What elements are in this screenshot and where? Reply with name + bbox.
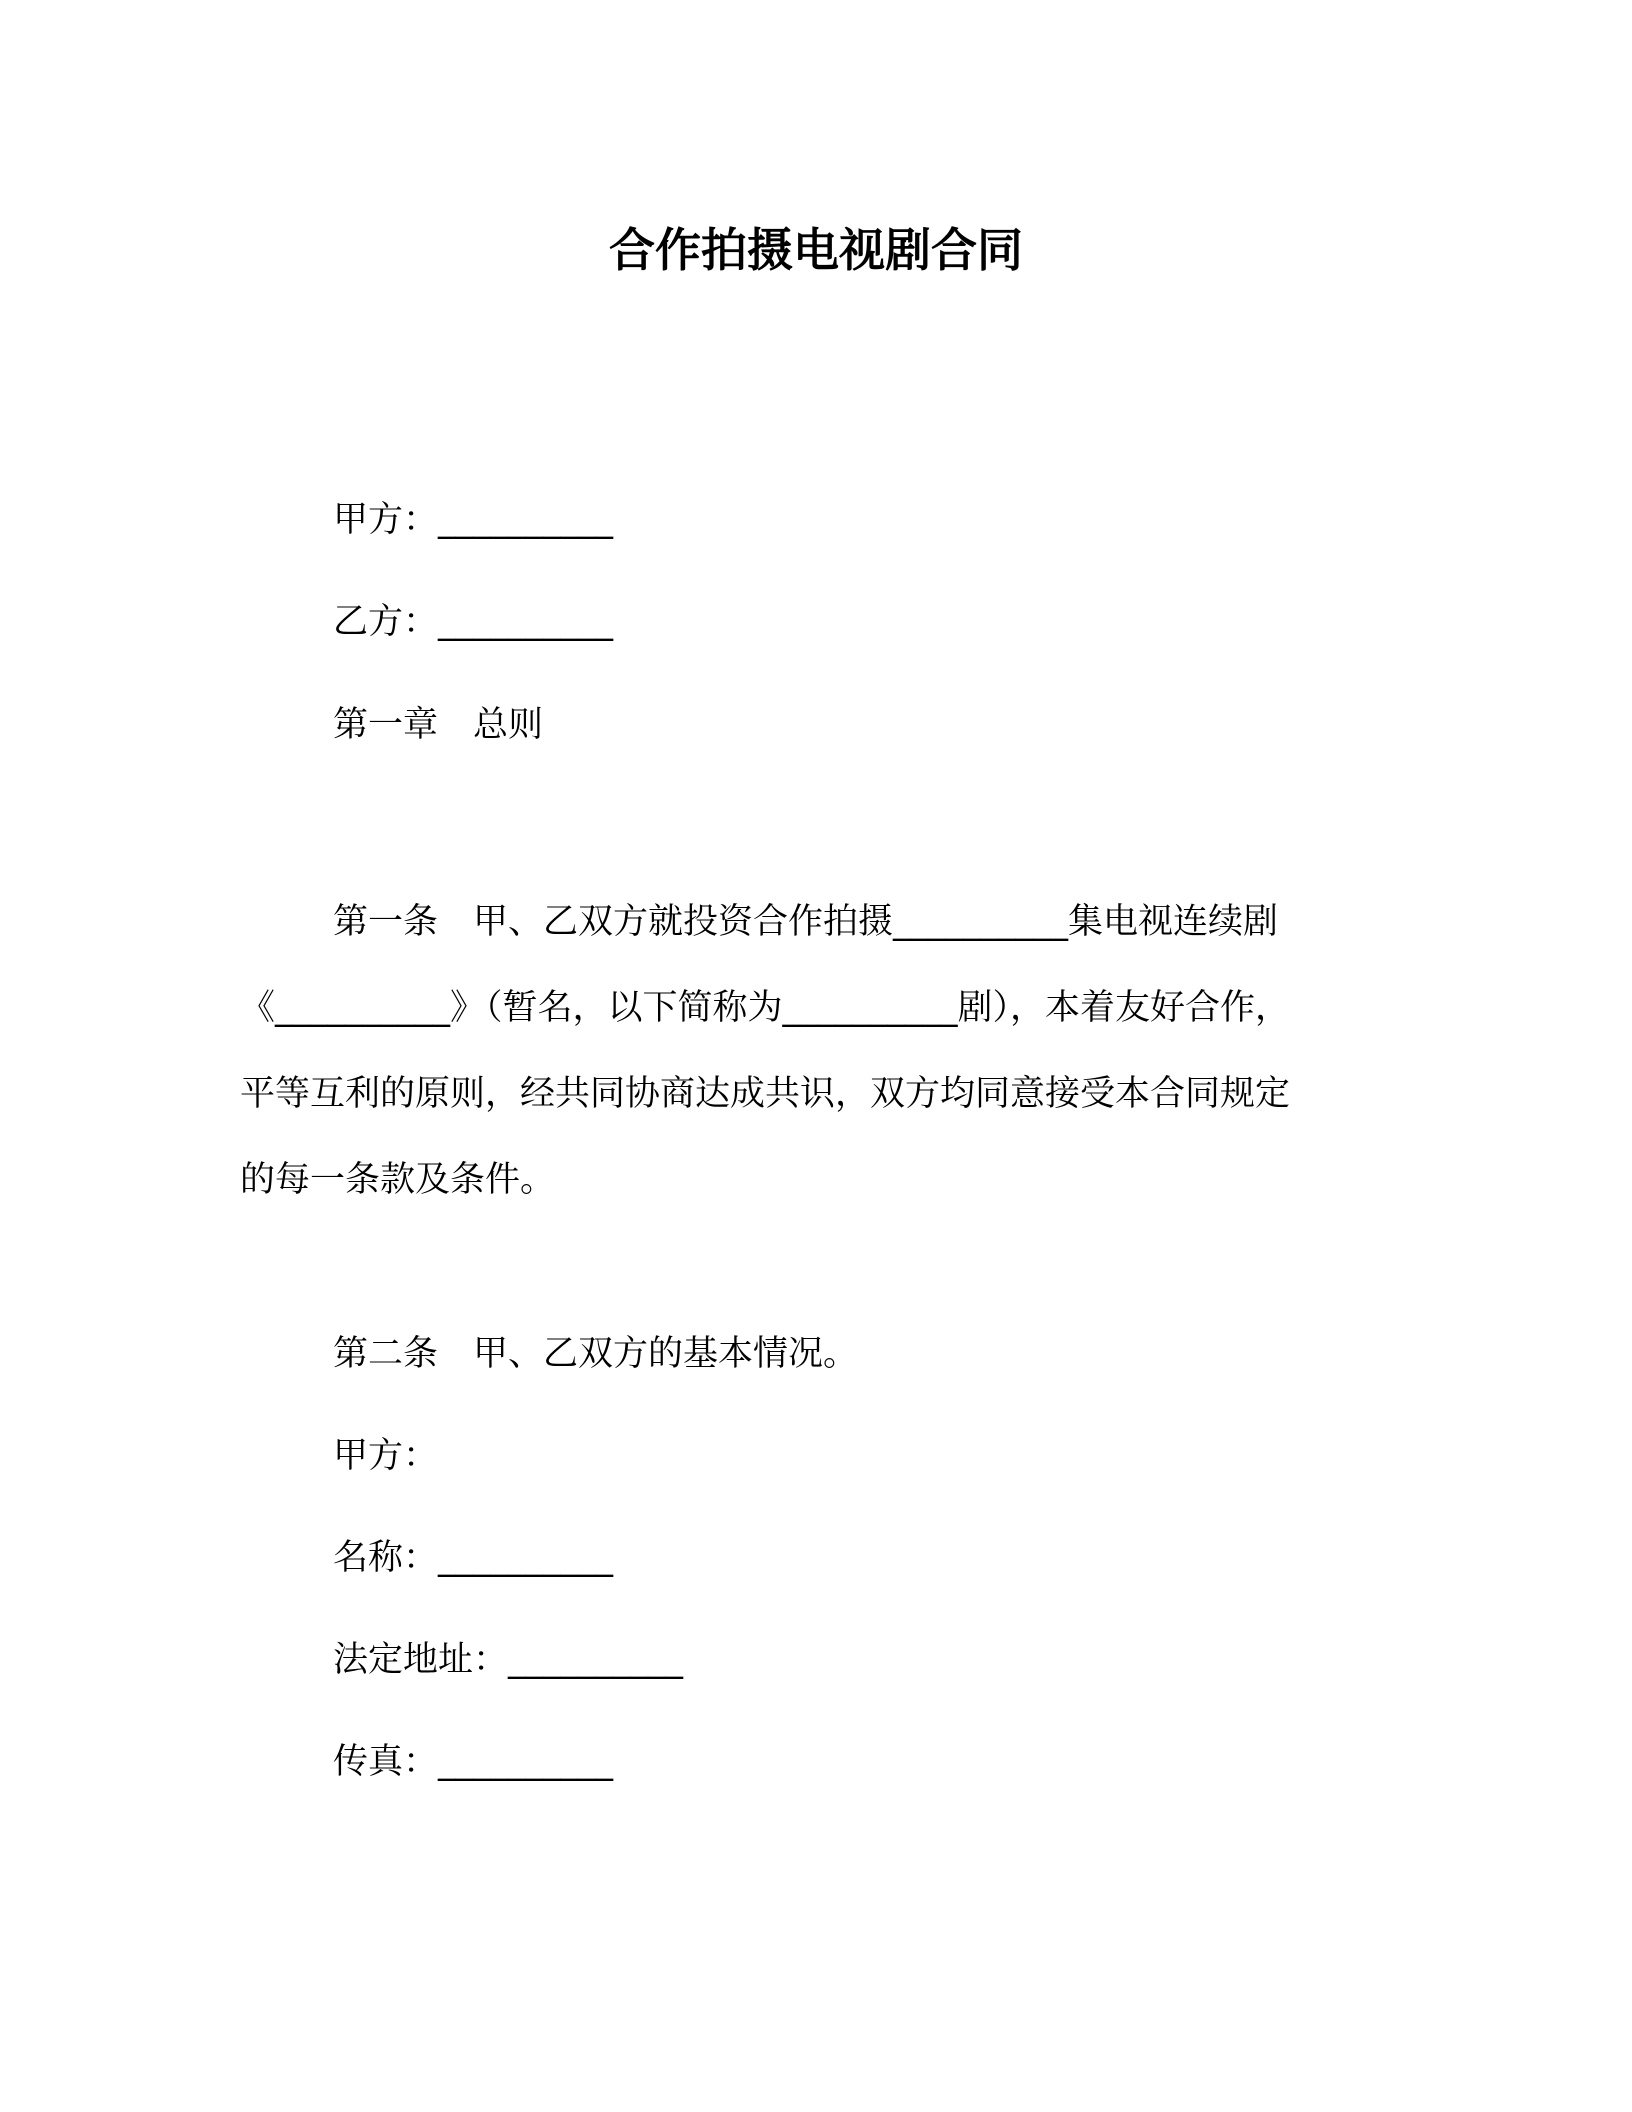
party-b-line: 乙方：__________ [333, 602, 614, 642]
article-1-line: 《__________》（暂名，以下简称为__________剧），本着友好合作， [240, 988, 1291, 1028]
document-title: 合作拍摄电视剧合同 [609, 223, 1023, 277]
party-a-line: 甲方：__________ [333, 500, 614, 540]
article-1-line: 平等互利的原则，经共同协商达成共识，双方均同意接受本合同规定 [240, 1074, 1291, 1114]
article-1-paragraph [240, 900, 1400, 1244]
party-a-header: 甲方： [333, 1436, 439, 1476]
address-line: 法定地址：__________ [333, 1640, 684, 1680]
name-line: 名称：__________ [333, 1538, 614, 1578]
article-1-line: 的每一条款及条件。 [240, 1160, 556, 1200]
chapter-1-heading: 第一章 总则 [333, 705, 544, 745]
article-2-heading: 第二条 甲、乙双方的基本情况。 [333, 1334, 859, 1374]
fax-line: 传真：__________ [333, 1742, 614, 1782]
article-1-line: 第一条 甲、乙双方就投资合作拍摄__________集电视连续剧 [333, 902, 1279, 942]
